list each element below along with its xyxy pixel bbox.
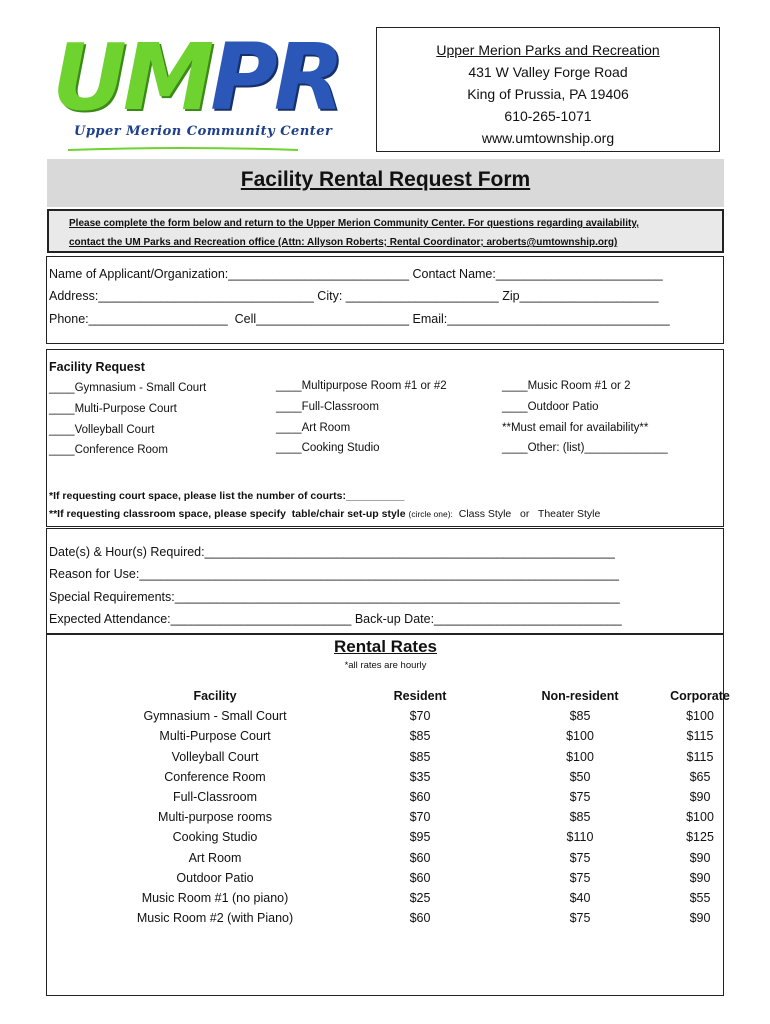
rates-title: Rental Rates <box>334 637 437 656</box>
rate-non-resident: $85 <box>569 810 591 825</box>
logo-pr: PR <box>210 24 341 131</box>
rate-resident: $25 <box>409 890 431 905</box>
rate-corporate: $100 <box>686 810 714 825</box>
option-multi-purpose-court[interactable]: ____Multi-Purpose Court <box>49 403 177 415</box>
setup-style-options[interactable]: Class Style or Theater Style <box>458 508 601 520</box>
rate-corporate: $55 <box>689 890 711 905</box>
address-field[interactable]: Address:_______________________________ City: ______________________ Zip____________________ <box>49 289 659 303</box>
circle-one-label: (circle one): <box>408 509 453 519</box>
rate-facility: Gymnasium - Small Court <box>143 709 287 724</box>
table-row <box>110 747 760 767</box>
rate-corporate: $90 <box>689 870 711 885</box>
rate-non-resident: $50 <box>569 769 591 784</box>
rates-table <box>110 686 760 928</box>
header-facility: Facility <box>193 689 237 704</box>
umpr-logo <box>52 24 341 158</box>
court-count-note[interactable]: *If requesting court space, please list the number of courts:__________ <box>49 490 405 502</box>
rate-facility: Art Room <box>188 850 242 865</box>
table-row <box>110 848 760 868</box>
city-state-zip: King of Prussia, PA 19406 <box>467 86 629 102</box>
rate-non-resident: $75 <box>569 790 591 805</box>
special-requirements-field[interactable]: Special Requirements:________________________________________________________________ <box>49 590 620 604</box>
rate-corporate: $100 <box>686 709 714 724</box>
rate-resident: $70 <box>409 709 431 724</box>
rate-resident: $60 <box>409 911 431 926</box>
rate-facility: Outdoor Patio <box>176 870 254 885</box>
org-name: Upper Merion Parks and Recreation <box>436 42 660 58</box>
rate-facility: Volleyball Court <box>171 749 259 764</box>
rate-facility: Multi-purpose rooms <box>158 810 272 825</box>
phone-number: 610-265-1071 <box>504 108 592 124</box>
instructions-line-1: Please complete the form below and return to the Upper Merion Community Center. For questions regarding availability, <box>69 218 639 229</box>
website[interactable]: www.umtownship.org <box>481 130 615 146</box>
rate-facility: Conference Room <box>164 769 266 784</box>
logo-subtitle: Upper Merion Community Center <box>74 124 333 139</box>
rate-corporate: $90 <box>689 790 711 805</box>
rates-header-row <box>110 686 760 706</box>
header-corporate: Corporate <box>670 689 730 704</box>
rate-non-resident: $85 <box>569 709 591 724</box>
rate-resident: $85 <box>409 729 431 744</box>
option-music-room[interactable]: ____Music Room #1 or 2 <box>502 380 631 392</box>
attendance-field[interactable]: Expected Attendance:__________________________ Back-up Date:___________________________ <box>49 612 622 626</box>
rates-note: *all rates are hourly <box>344 660 427 671</box>
option-volleyball-court[interactable]: ____Volleyball Court <box>49 424 155 436</box>
rate-non-resident: $75 <box>569 911 591 926</box>
rates-body <box>110 706 760 928</box>
facility-request-heading: Facility Request <box>49 360 145 374</box>
table-row <box>110 706 760 726</box>
table-row <box>110 868 760 888</box>
rate-corporate: $115 <box>686 749 714 764</box>
rate-resident: $85 <box>409 749 431 764</box>
rate-non-resident: $100 <box>566 729 594 744</box>
reason-field[interactable]: Reason for Use:_____________________________________________________________________ <box>49 567 620 581</box>
table-row <box>110 807 760 827</box>
rate-corporate: $125 <box>686 830 714 845</box>
table-row <box>110 726 760 746</box>
classroom-setup-note <box>49 508 600 520</box>
option-full-classroom[interactable]: ____Full-Classroom <box>276 401 379 413</box>
rate-facility: Music Room #2 (with Piano) <box>136 911 294 926</box>
header-resident: Resident <box>393 689 447 704</box>
instructions-box <box>47 209 724 253</box>
option-art-room[interactable]: ____Art Room <box>276 422 351 434</box>
rate-resident: $60 <box>409 790 431 805</box>
phone-field[interactable]: Phone:____________________ Cell______________________ Email:________________________________ <box>49 312 670 326</box>
logo-letters <box>52 24 341 131</box>
option-cooking-studio[interactable]: ____Cooking Studio <box>276 442 380 454</box>
rate-corporate: $90 <box>689 911 711 926</box>
option-outdoor-patio[interactable]: ____Outdoor Patio <box>502 401 599 413</box>
contact-box <box>376 27 720 152</box>
rate-non-resident: $75 <box>569 870 591 885</box>
rate-facility: Music Room #1 (no piano) <box>141 890 289 905</box>
logo-um: UM <box>52 24 211 131</box>
applicant-name-field[interactable]: Name of Applicant/Organization:__________________________ Contact Name:________________________ <box>49 267 663 281</box>
table-row <box>110 767 760 787</box>
rate-non-resident: $110 <box>566 830 594 845</box>
option-gymnasium[interactable]: ____Gymnasium - Small Court <box>49 382 207 394</box>
rate-facility: Multi-Purpose Court <box>159 729 271 744</box>
rate-corporate: $65 <box>689 769 711 784</box>
rate-corporate: $90 <box>689 850 711 865</box>
rate-non-resident: $40 <box>569 890 591 905</box>
rate-facility: Full-Classroom <box>172 790 258 805</box>
table-row <box>110 908 760 928</box>
page-title: Facility Rental Request Form <box>240 168 531 191</box>
availability-note: **Must email for availability** <box>502 422 649 434</box>
table-row <box>110 888 760 908</box>
rate-resident: $35 <box>409 769 431 784</box>
option-multipurpose-room[interactable]: ____Multipurpose Room #1 or #2 <box>276 380 447 392</box>
rate-resident: $70 <box>409 810 431 825</box>
rate-non-resident: $100 <box>566 749 594 764</box>
rate-non-resident: $75 <box>569 850 591 865</box>
rate-resident: $60 <box>409 850 431 865</box>
instructions-line-2: contact the UM Parks and Recreation office (Attn: Allyson Roberts; Rental Coordinator; aroberts@umtownship.org) <box>69 237 618 248</box>
dates-hours-field[interactable]: Date(s) & Hour(s) Required:___________________________________________________________ <box>49 545 615 559</box>
table-row <box>110 787 760 807</box>
option-other[interactable]: ____Other: (list)_____________ <box>502 442 668 454</box>
option-conference-room[interactable]: ____Conference Room <box>49 444 168 456</box>
street-address: 431 W Valley Forge Road <box>468 64 628 80</box>
logo-swoosh-icon <box>68 146 298 152</box>
rate-resident: $95 <box>409 830 431 845</box>
rate-facility: Cooking Studio <box>172 830 258 845</box>
header-non-resident: Non-resident <box>541 689 619 704</box>
rate-resident: $60 <box>409 870 431 885</box>
classroom-setup-text: **If requesting classroom space, please specify table/chair set-up style <box>49 508 406 520</box>
table-row <box>110 827 760 847</box>
rate-corporate: $115 <box>686 729 714 744</box>
